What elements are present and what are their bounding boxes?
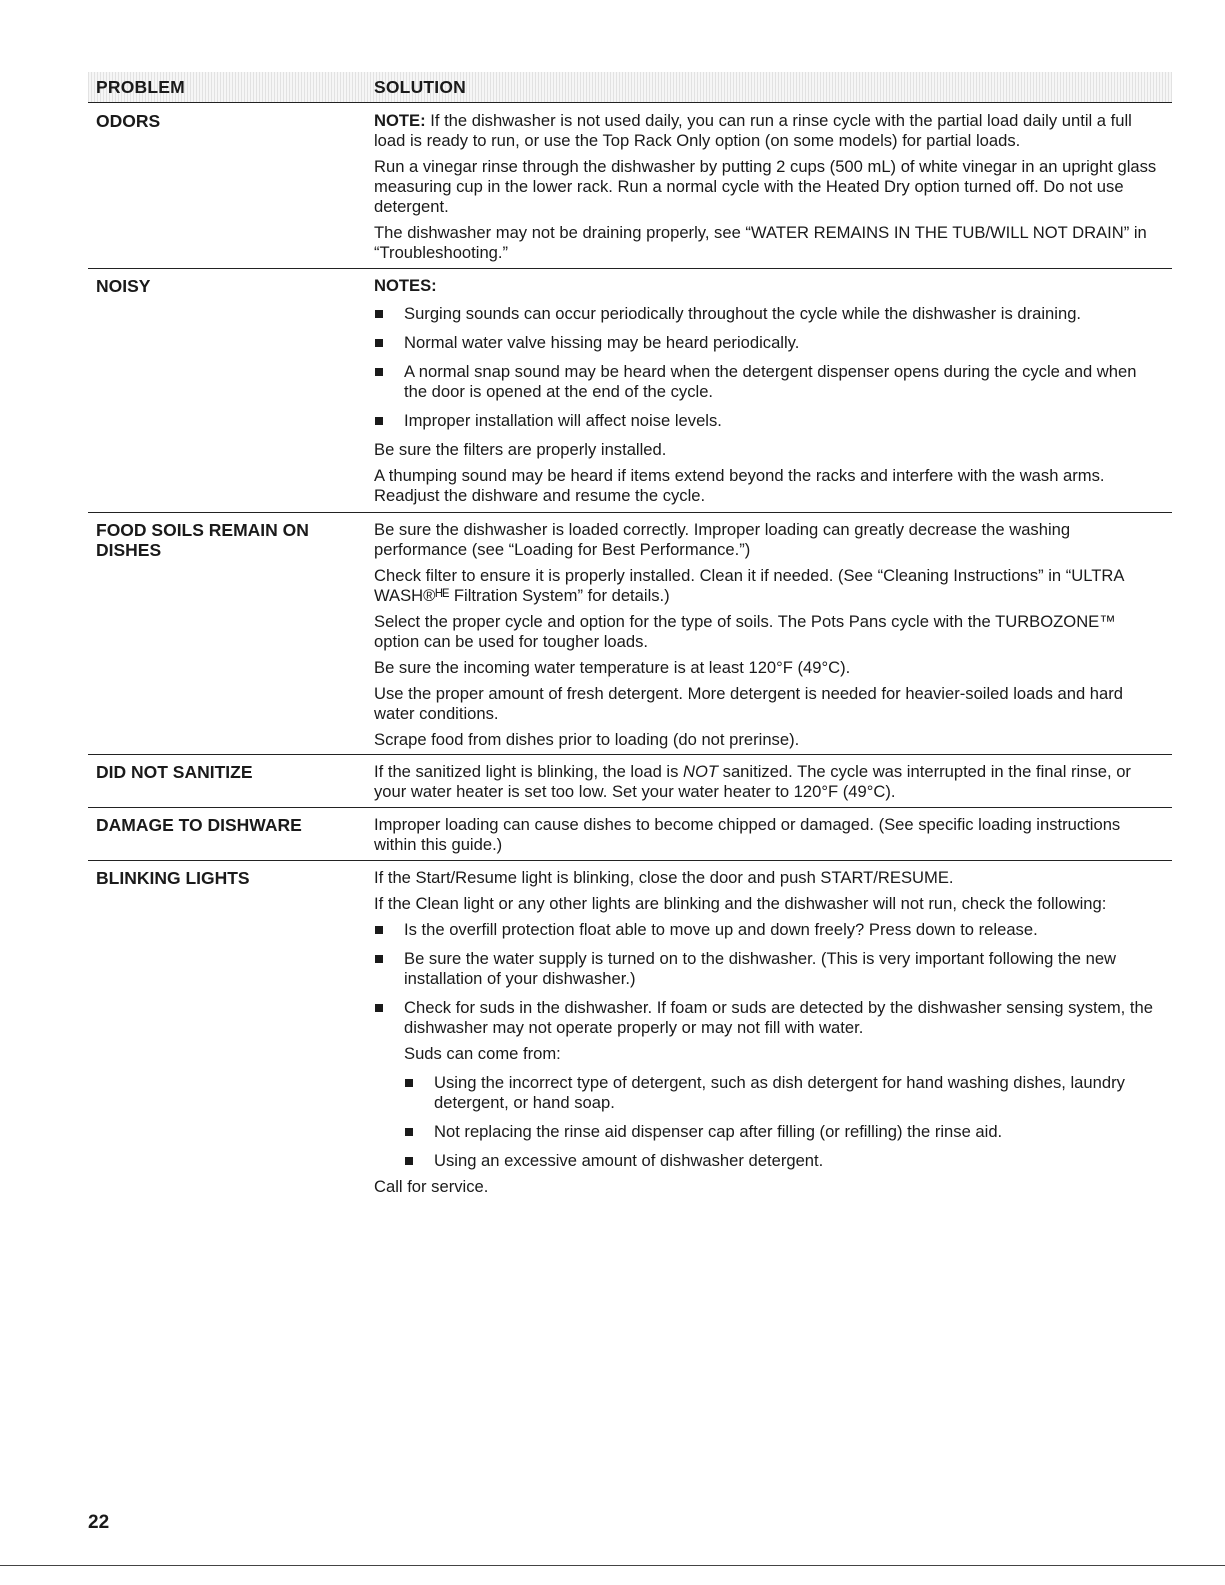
closing-text: Call for service. bbox=[374, 1177, 489, 1196]
sub-bullet-list bbox=[404, 1073, 1164, 1171]
bullet-item: Surging sounds can occur periodically throughout the cycle while the dishwasher is draining. bbox=[374, 304, 1164, 324]
bullet-item: A normal snap sound may be heard when the detergent dispenser opens during the cycle and when the door is opened at the end of the cycle. bbox=[374, 362, 1164, 402]
solution-paragraph: Check filter to ensure it is properly installed. Clean it if needed. (See “Cleaning Instructions” in “ULTRA WASH®ᴴᴱ Filtration System” for details.) bbox=[374, 566, 1124, 605]
solution-paragraph: Be sure the filters are properly installed. bbox=[374, 440, 667, 459]
problem-label: NOISY bbox=[96, 276, 151, 296]
table-row-blinking-lights bbox=[88, 861, 1172, 1231]
note-paragraph bbox=[374, 111, 1164, 151]
problem-label: ODORS bbox=[96, 111, 161, 131]
solution-paragraph: Be sure the dishwasher is loaded correctly. Improper loading can greatly decrease the washing performance (see “Loading for Best Performance.”) bbox=[374, 520, 1071, 559]
solution-paragraph: Improper loading can cause dishes to become chipped or damaged. (See specific loading instructions within this guide.) bbox=[374, 815, 1121, 854]
column-header-solution: SOLUTION bbox=[374, 77, 467, 97]
sub-bullet-item: Not replacing the rinse aid dispenser cap after filling (or refilling) the rinse aid. bbox=[404, 1122, 1164, 1142]
suds-intro: Suds can come from: bbox=[404, 1044, 561, 1063]
solution-cell bbox=[374, 815, 1164, 861]
table-row-noisy bbox=[88, 269, 1172, 513]
sub-bullet-item: Using the incorrect type of detergent, such as dish detergent for hand washing dishes, laundry detergent, or hand soap. bbox=[404, 1073, 1164, 1113]
bottom-rule bbox=[0, 1565, 1225, 1566]
note-label: NOTE: bbox=[374, 111, 426, 130]
emphasis-text: NOT bbox=[683, 762, 719, 781]
solution-paragraph: Scrape food from dishes prior to loading (do not prerinse). bbox=[374, 730, 800, 749]
solution-cell bbox=[374, 111, 1164, 269]
bullet-item: Be sure the water supply is turned on to the dishwasher. (This is very important following the new installation of your dishwasher.) bbox=[374, 949, 1164, 989]
bullet-item: Check for suds in the dishwasher. If foam or suds are detected by the dishwasher sensing system, the dishwasher may not operate properly or may not fill with water. bbox=[374, 998, 1164, 1038]
note-text: If the dishwasher is not used daily, you can run a rinse cycle with the partial load daily until a full load is ready to run, or use the Top Rack Only option (on some models) for partial loads. bbox=[374, 111, 1132, 150]
solution-paragraph: The dishwasher may not be draining properly, see “WATER REMAINS IN THE TUB/WILL NOT DRAIN” in “Troubleshooting.” bbox=[374, 223, 1147, 262]
solution-cell bbox=[374, 520, 1164, 756]
bullet-item: Improper installation will affect noise levels. bbox=[374, 411, 1164, 431]
problem-label: DID NOT SANITIZE bbox=[96, 762, 253, 782]
text-segment: If the sanitized light is blinking, the load is bbox=[374, 762, 684, 781]
solution-paragraph: If the Clean light or any other lights are blinking and the dishwasher will not run, check the following: bbox=[374, 894, 1107, 913]
problem-label: FOOD SOILS REMAIN ON DISHES bbox=[96, 520, 309, 560]
sub-bullet-item: Using an excessive amount of dishwasher detergent. bbox=[404, 1151, 1164, 1171]
problem-label: BLINKING LIGHTS bbox=[96, 868, 250, 888]
solution-paragraph: Be sure the incoming water temperature is at least 120°F (49°C). bbox=[374, 658, 851, 677]
bullet-item: Is the overfill protection float able to move up and down freely? Press down to release. bbox=[374, 920, 1164, 940]
bullet-item: Normal water valve hissing may be heard periodically. bbox=[374, 333, 1164, 353]
table-row-did-not-sanitize bbox=[88, 755, 1172, 808]
solution-paragraph: Run a vinegar rinse through the dishwasher by putting 2 cups (500 mL) of white vinegar in an upright glass measuring cup in the lower rack. Run a normal cycle with the Heated Dry option turned off. Do not use detergent. bbox=[374, 157, 1157, 216]
solution-cell bbox=[374, 762, 1164, 808]
solution-paragraph: If the Start/Resume light is blinking, close the door and push START/RESUME. bbox=[374, 868, 954, 887]
table-row-damage-to-dishware bbox=[88, 808, 1172, 861]
solution-cell bbox=[374, 868, 1164, 1203]
solution-paragraph: Select the proper cycle and option for the type of soils. The Pots Pans cycle with the TURBOZONE™ option can be used for tougher loads. bbox=[374, 612, 1116, 651]
table-row-food-soils bbox=[88, 513, 1172, 755]
column-header-problem: PROBLEM bbox=[96, 77, 185, 97]
solution-cell bbox=[374, 276, 1164, 512]
solution-paragraph: A thumping sound may be heard if items extend beyond the racks and interfere with the wash arms. Readjust the dishware and resume the cycle. bbox=[374, 466, 1105, 505]
table-header bbox=[88, 72, 1172, 103]
solution-paragraph: Use the proper amount of fresh detergent. More detergent is needed for heavier-soiled loads and hard water conditions. bbox=[374, 684, 1124, 723]
page-number: 22 bbox=[88, 1512, 110, 1533]
solution-paragraph bbox=[374, 762, 1164, 802]
notes-label: NOTES: bbox=[374, 276, 437, 295]
problem-label: DAMAGE TO DISHWARE bbox=[96, 815, 302, 835]
table-row-odors bbox=[88, 104, 1172, 269]
text-segment: sanitized. The cycle was interrupted in the final rinse, or your water heater is set too low. Set your water heater to 120°F (49°C). bbox=[374, 762, 1131, 801]
